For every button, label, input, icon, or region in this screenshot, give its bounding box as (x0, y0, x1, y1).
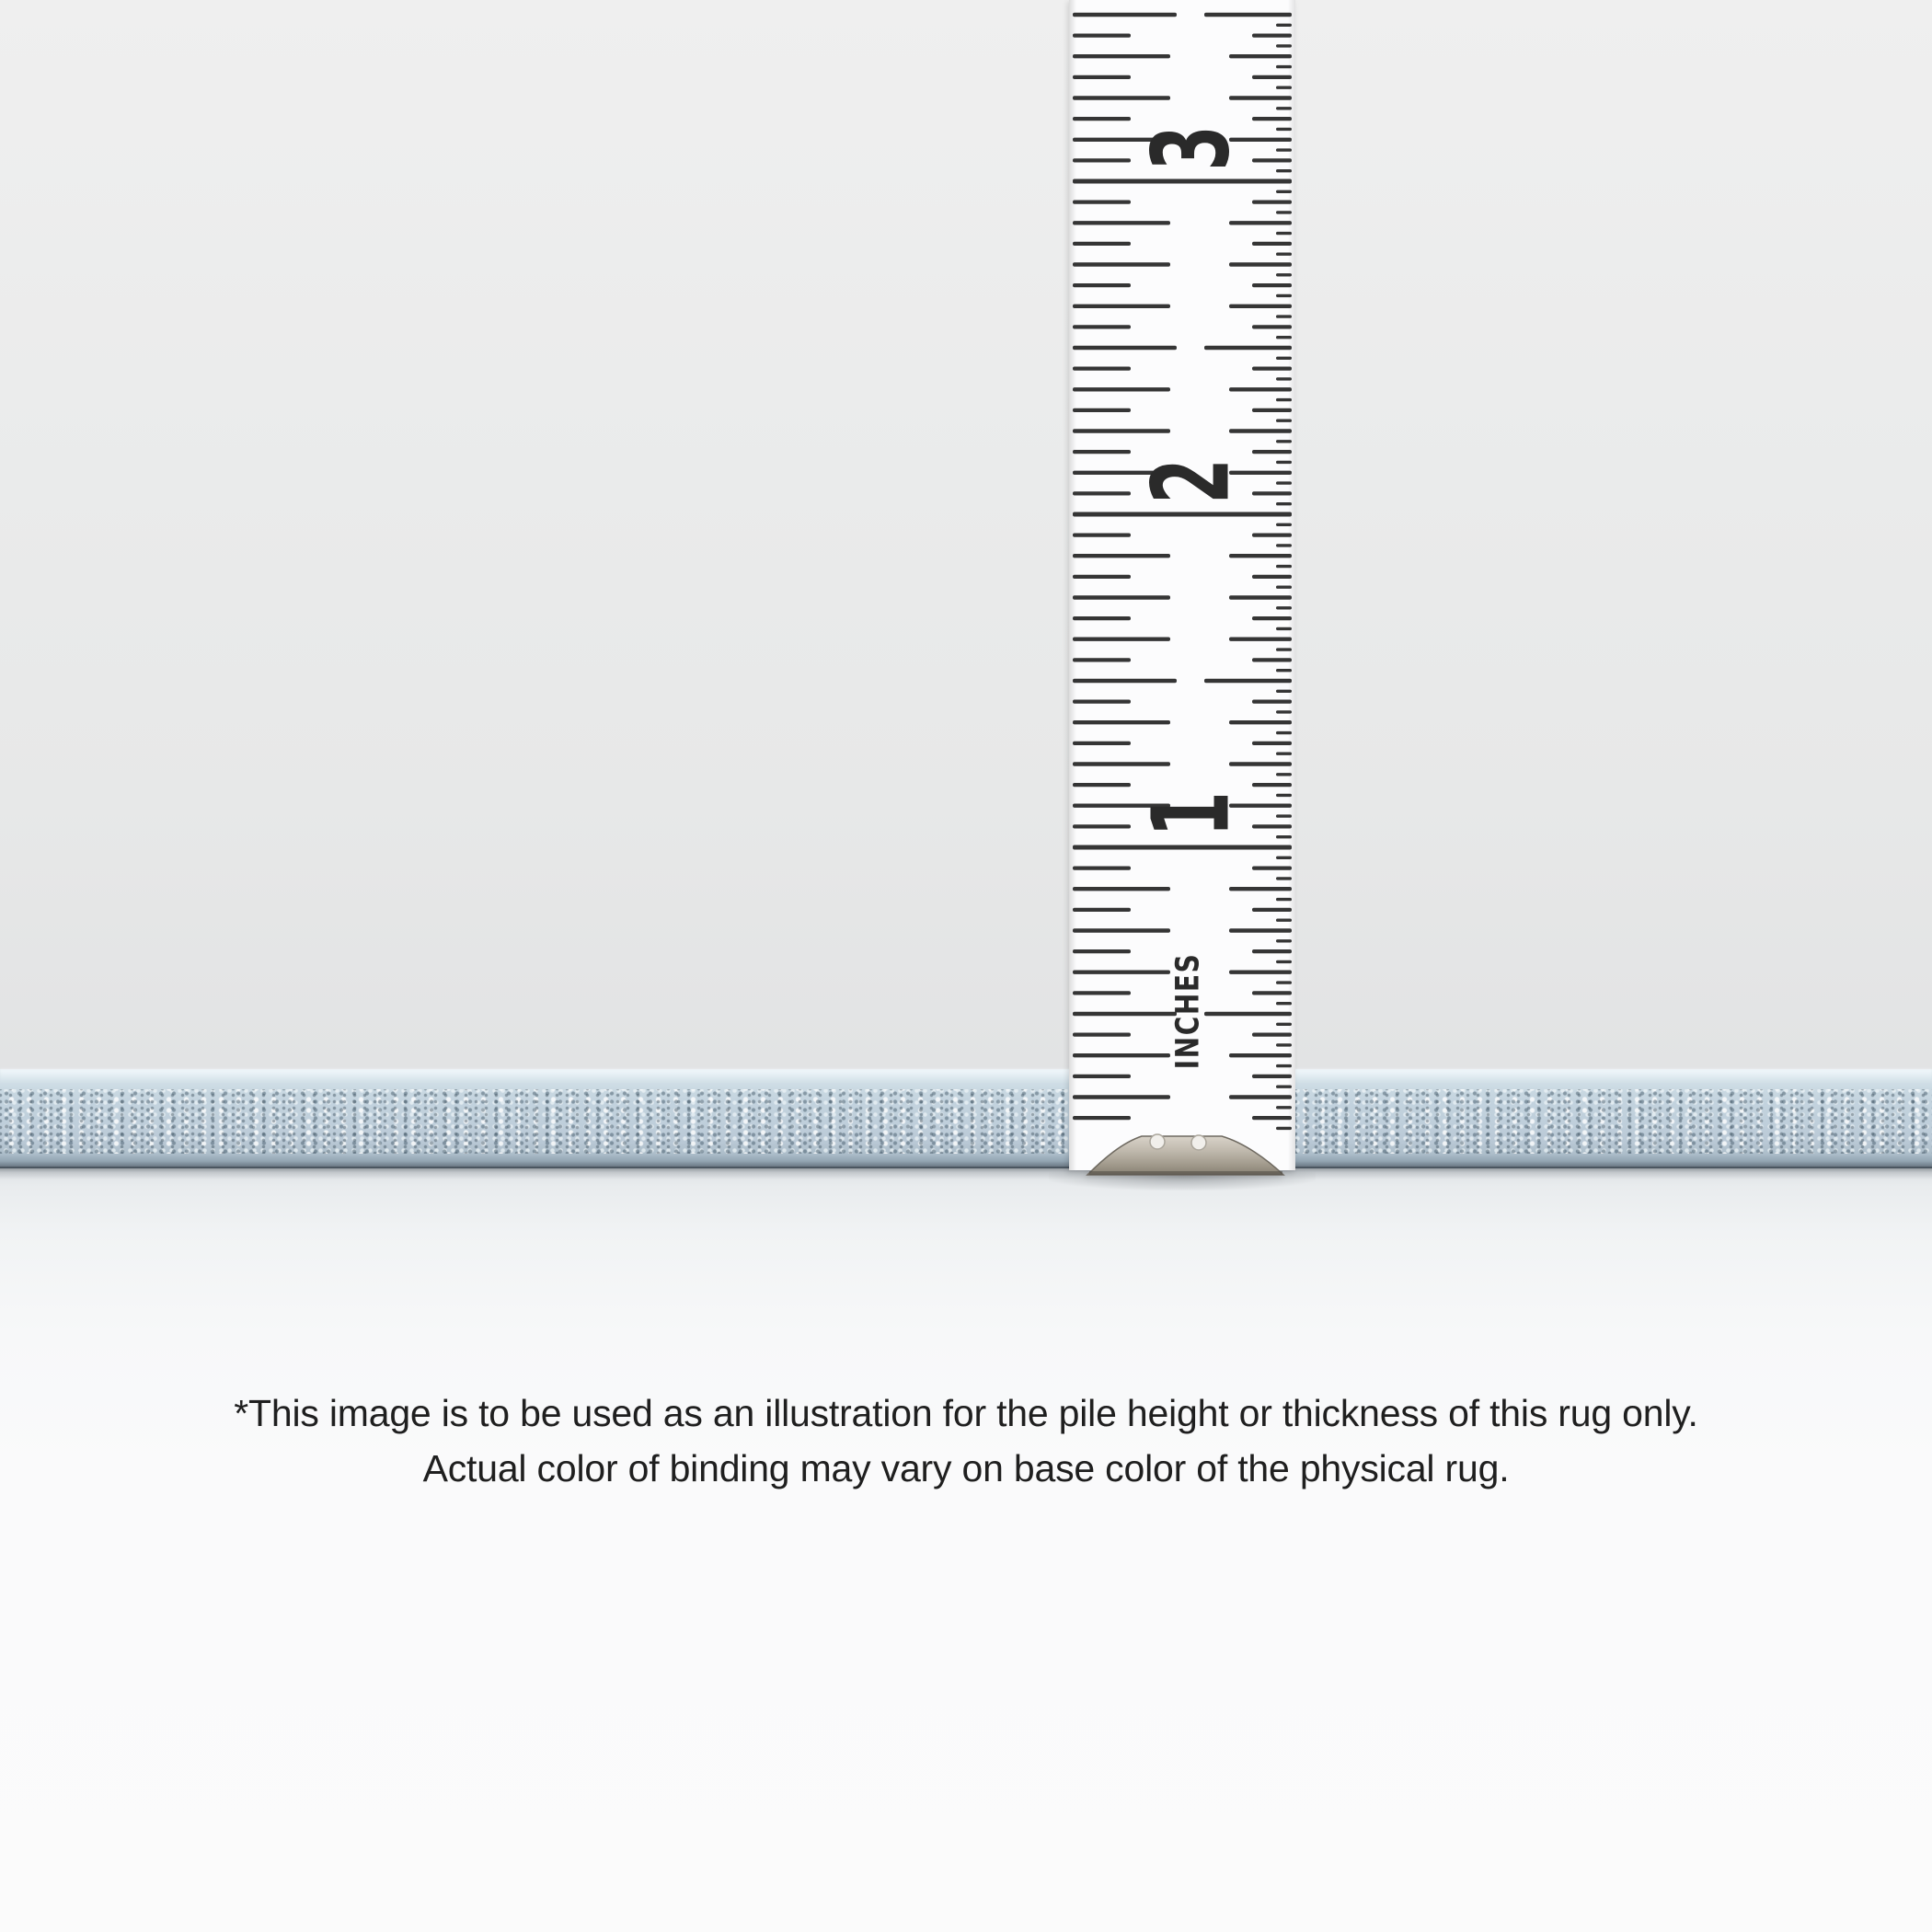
ruler-tick (1252, 325, 1292, 328)
ruler-tick (1073, 971, 1170, 974)
ruler-tick (1073, 534, 1131, 537)
ruler-tick (1073, 1075, 1131, 1078)
ruler-tick (1252, 534, 1292, 537)
ruler-tick (1229, 1095, 1292, 1098)
ruler-tick (1073, 824, 1131, 828)
ruler-tick (1073, 221, 1170, 224)
ruler-tick (1073, 554, 1170, 558)
ruler-tick (1252, 408, 1292, 412)
ruler-tick (1229, 262, 1292, 266)
ruler-tick (1073, 887, 1170, 891)
measuring-tape (1069, 0, 1295, 1187)
ruler-inches-label: INCHES (1169, 952, 1207, 1070)
ruler-tick (1073, 991, 1131, 995)
ruler-tick (1276, 690, 1292, 693)
ruler-tick (1252, 201, 1292, 204)
ruler-tick (1276, 481, 1292, 484)
ruler-tick (1073, 325, 1131, 328)
ruler-tick (1229, 96, 1292, 99)
ruler-tick (1276, 44, 1292, 47)
ruler-tick (1276, 814, 1292, 817)
ruler-tick (1276, 336, 1292, 339)
ruler-tick (1073, 575, 1131, 579)
ruler-tick (1073, 783, 1131, 787)
ruler-tick (1276, 273, 1292, 276)
ruler-tick (1276, 357, 1292, 360)
ruler-tick (1252, 117, 1292, 121)
ruler-tick (1252, 700, 1292, 704)
ruler-tick (1276, 253, 1292, 256)
rivet (1191, 1135, 1206, 1150)
ruler-tick (1073, 179, 1292, 184)
ruler-tick (1252, 75, 1292, 79)
ruler-tick (1276, 939, 1292, 942)
ruler-tick (1229, 305, 1292, 308)
ruler-tick (1252, 1033, 1292, 1037)
ruler-tick (1276, 523, 1292, 526)
ruler-tick (1229, 554, 1292, 558)
rug-top-fuzz (0, 1069, 1932, 1084)
ruler-tick (1276, 502, 1292, 505)
ruler-tick (1276, 86, 1292, 89)
ruler-tick (1073, 367, 1131, 371)
ruler-tick (1252, 908, 1292, 912)
ruler-tick (1252, 949, 1292, 953)
ruler-tick (1276, 544, 1292, 546)
ruler-tick (1204, 346, 1292, 351)
ruler-tick (1073, 949, 1131, 953)
ruler-tick (1229, 887, 1292, 891)
ruler-tick (1252, 742, 1292, 745)
ruler-tick (1229, 1053, 1292, 1057)
ruler-tick (1073, 262, 1170, 266)
ruler-tick (1276, 606, 1292, 609)
disclaimer-line-2: Actual color of binding may vary on base color of the physical rug. (422, 1447, 1510, 1489)
ruler-tick (1073, 96, 1170, 99)
ruler-tick (1073, 13, 1177, 17)
ruler-tick (1276, 24, 1292, 27)
ruler-tick (1073, 512, 1292, 517)
ruler-tick (1276, 398, 1292, 401)
rug-cross-section (0, 1069, 1932, 1168)
ruler-tick (1276, 190, 1292, 193)
ruler-tick (1073, 867, 1131, 870)
ruler-tick (1204, 1012, 1292, 1017)
ruler-tick (1276, 294, 1292, 297)
ruler-tick (1276, 315, 1292, 317)
ruler-tick (1229, 387, 1292, 391)
ruler-tick (1073, 595, 1170, 599)
ruler-tick (1252, 824, 1292, 828)
ruler-inch-number: 1 (1129, 791, 1254, 837)
ruler-tick (1073, 429, 1170, 432)
ruler-tick (1252, 491, 1292, 495)
ruler-tick (1252, 575, 1292, 579)
ruler-tick (1252, 658, 1292, 661)
ruler-tick (1073, 762, 1170, 765)
ruler-tick (1229, 720, 1292, 724)
ruler-tick (1252, 242, 1292, 246)
ruler-tick (1073, 908, 1131, 912)
ruler-tick (1276, 898, 1292, 901)
ruler-tick (1252, 867, 1292, 870)
ruler-tick (1073, 1116, 1131, 1120)
ruler-tick (1229, 928, 1292, 932)
ruler-tick (1276, 753, 1292, 755)
ruler-tick (1276, 128, 1292, 131)
ruler-tick (1276, 627, 1292, 630)
ruler-tick (1073, 616, 1131, 620)
ruler-tick (1276, 169, 1292, 172)
metal-clip-bottom-edge (1089, 1171, 1282, 1175)
ruler-tick (1073, 158, 1131, 162)
ruler-tick (1073, 679, 1177, 684)
ruler-tick (1073, 1033, 1131, 1037)
ruler-tick (1073, 387, 1170, 391)
ruler-tick (1276, 107, 1292, 109)
disclaimer-line-1: *This image is to be used as an illustration for the pile height or thickness of this rug only. (234, 1392, 1698, 1434)
ruler-tick (1229, 221, 1292, 224)
ruler-tick (1073, 1053, 1170, 1057)
rug-pile-texture (0, 1089, 1932, 1154)
ruler-tick (1073, 283, 1131, 287)
ruler-tick (1276, 981, 1292, 983)
ruler-tick (1252, 158, 1292, 162)
ruler-tick (1276, 420, 1292, 422)
ruler-tick (1276, 1064, 1292, 1067)
ruler-tick (1073, 1012, 1177, 1017)
ruler-tick (1073, 305, 1170, 308)
ruler-tick (1276, 857, 1292, 859)
ruler-tick (1073, 1095, 1170, 1098)
ruler-tick (1276, 1106, 1292, 1109)
ruler-tick (1276, 211, 1292, 213)
ruler-tick (1252, 283, 1292, 287)
ruler-tick (1276, 565, 1292, 568)
ruler-tick (1276, 148, 1292, 151)
ruler-tick (1276, 877, 1292, 880)
ruler-tick (1073, 700, 1131, 704)
ruler-tick (1276, 960, 1292, 963)
ruler-tick (1073, 346, 1177, 351)
ruler-tick (1276, 586, 1292, 589)
ruler-tick (1252, 1116, 1292, 1120)
ruler-tick (1229, 638, 1292, 641)
ruler-tick (1229, 429, 1292, 432)
ruler-tick (1276, 1023, 1292, 1026)
ruler-tick (1276, 65, 1292, 68)
ruler-tick (1276, 1086, 1292, 1088)
ruler-tick (1073, 720, 1170, 724)
ruler-tick (1229, 595, 1292, 599)
ruler-tick (1276, 1127, 1292, 1130)
ruler-tick (1204, 13, 1292, 17)
ruler-tick (1229, 971, 1292, 974)
ruler-tick (1276, 440, 1292, 443)
ruler-tick (1073, 34, 1131, 38)
ruler-tick (1276, 669, 1292, 672)
ruler-tick (1252, 34, 1292, 38)
ruler-tick (1276, 648, 1292, 650)
floor-surface (0, 1168, 1932, 1932)
ruler-tick (1276, 710, 1292, 713)
ruler-tick (1276, 232, 1292, 235)
ruler-tick (1073, 658, 1131, 661)
ruler-tick (1252, 991, 1292, 995)
ruler-tick (1073, 408, 1131, 412)
ruler-tick (1073, 242, 1131, 246)
ruler-inch-number: 2 (1129, 458, 1254, 504)
ruler-tick (1252, 1075, 1292, 1078)
ruler-tick (1073, 117, 1131, 121)
ruler-tick (1276, 377, 1292, 380)
ruler-tick (1276, 773, 1292, 776)
ruler-tick (1276, 794, 1292, 797)
rivet (1150, 1134, 1165, 1149)
ruler-tick (1073, 75, 1131, 79)
disclaimer-text (0, 1386, 1932, 1496)
ruler-tick (1252, 616, 1292, 620)
ruler-tick (1073, 201, 1131, 204)
ruler-tick (1276, 461, 1292, 464)
ruler-tick (1073, 638, 1170, 641)
ruler-tick (1073, 54, 1170, 58)
ruler-tick (1276, 731, 1292, 734)
ruler-tick (1252, 783, 1292, 787)
ruler-tick (1229, 54, 1292, 58)
ruler-tick (1276, 1043, 1292, 1046)
ruler-tick (1204, 679, 1292, 684)
ruler-tick (1229, 762, 1292, 765)
ruler-tick (1073, 845, 1292, 850)
rug-floor-shadow (0, 1167, 1932, 1179)
ruler-tick (1073, 928, 1170, 932)
ruler-tick (1276, 919, 1292, 922)
ruler-inch-number: 3 (1129, 125, 1254, 171)
ruler-tick (1252, 450, 1292, 454)
ruler-tick (1073, 491, 1131, 495)
ruler-tick (1276, 835, 1292, 838)
ruler-tick (1073, 742, 1131, 745)
ruler-tick (1252, 367, 1292, 371)
ruler-tick (1276, 1002, 1292, 1005)
ruler-tick (1073, 450, 1131, 454)
